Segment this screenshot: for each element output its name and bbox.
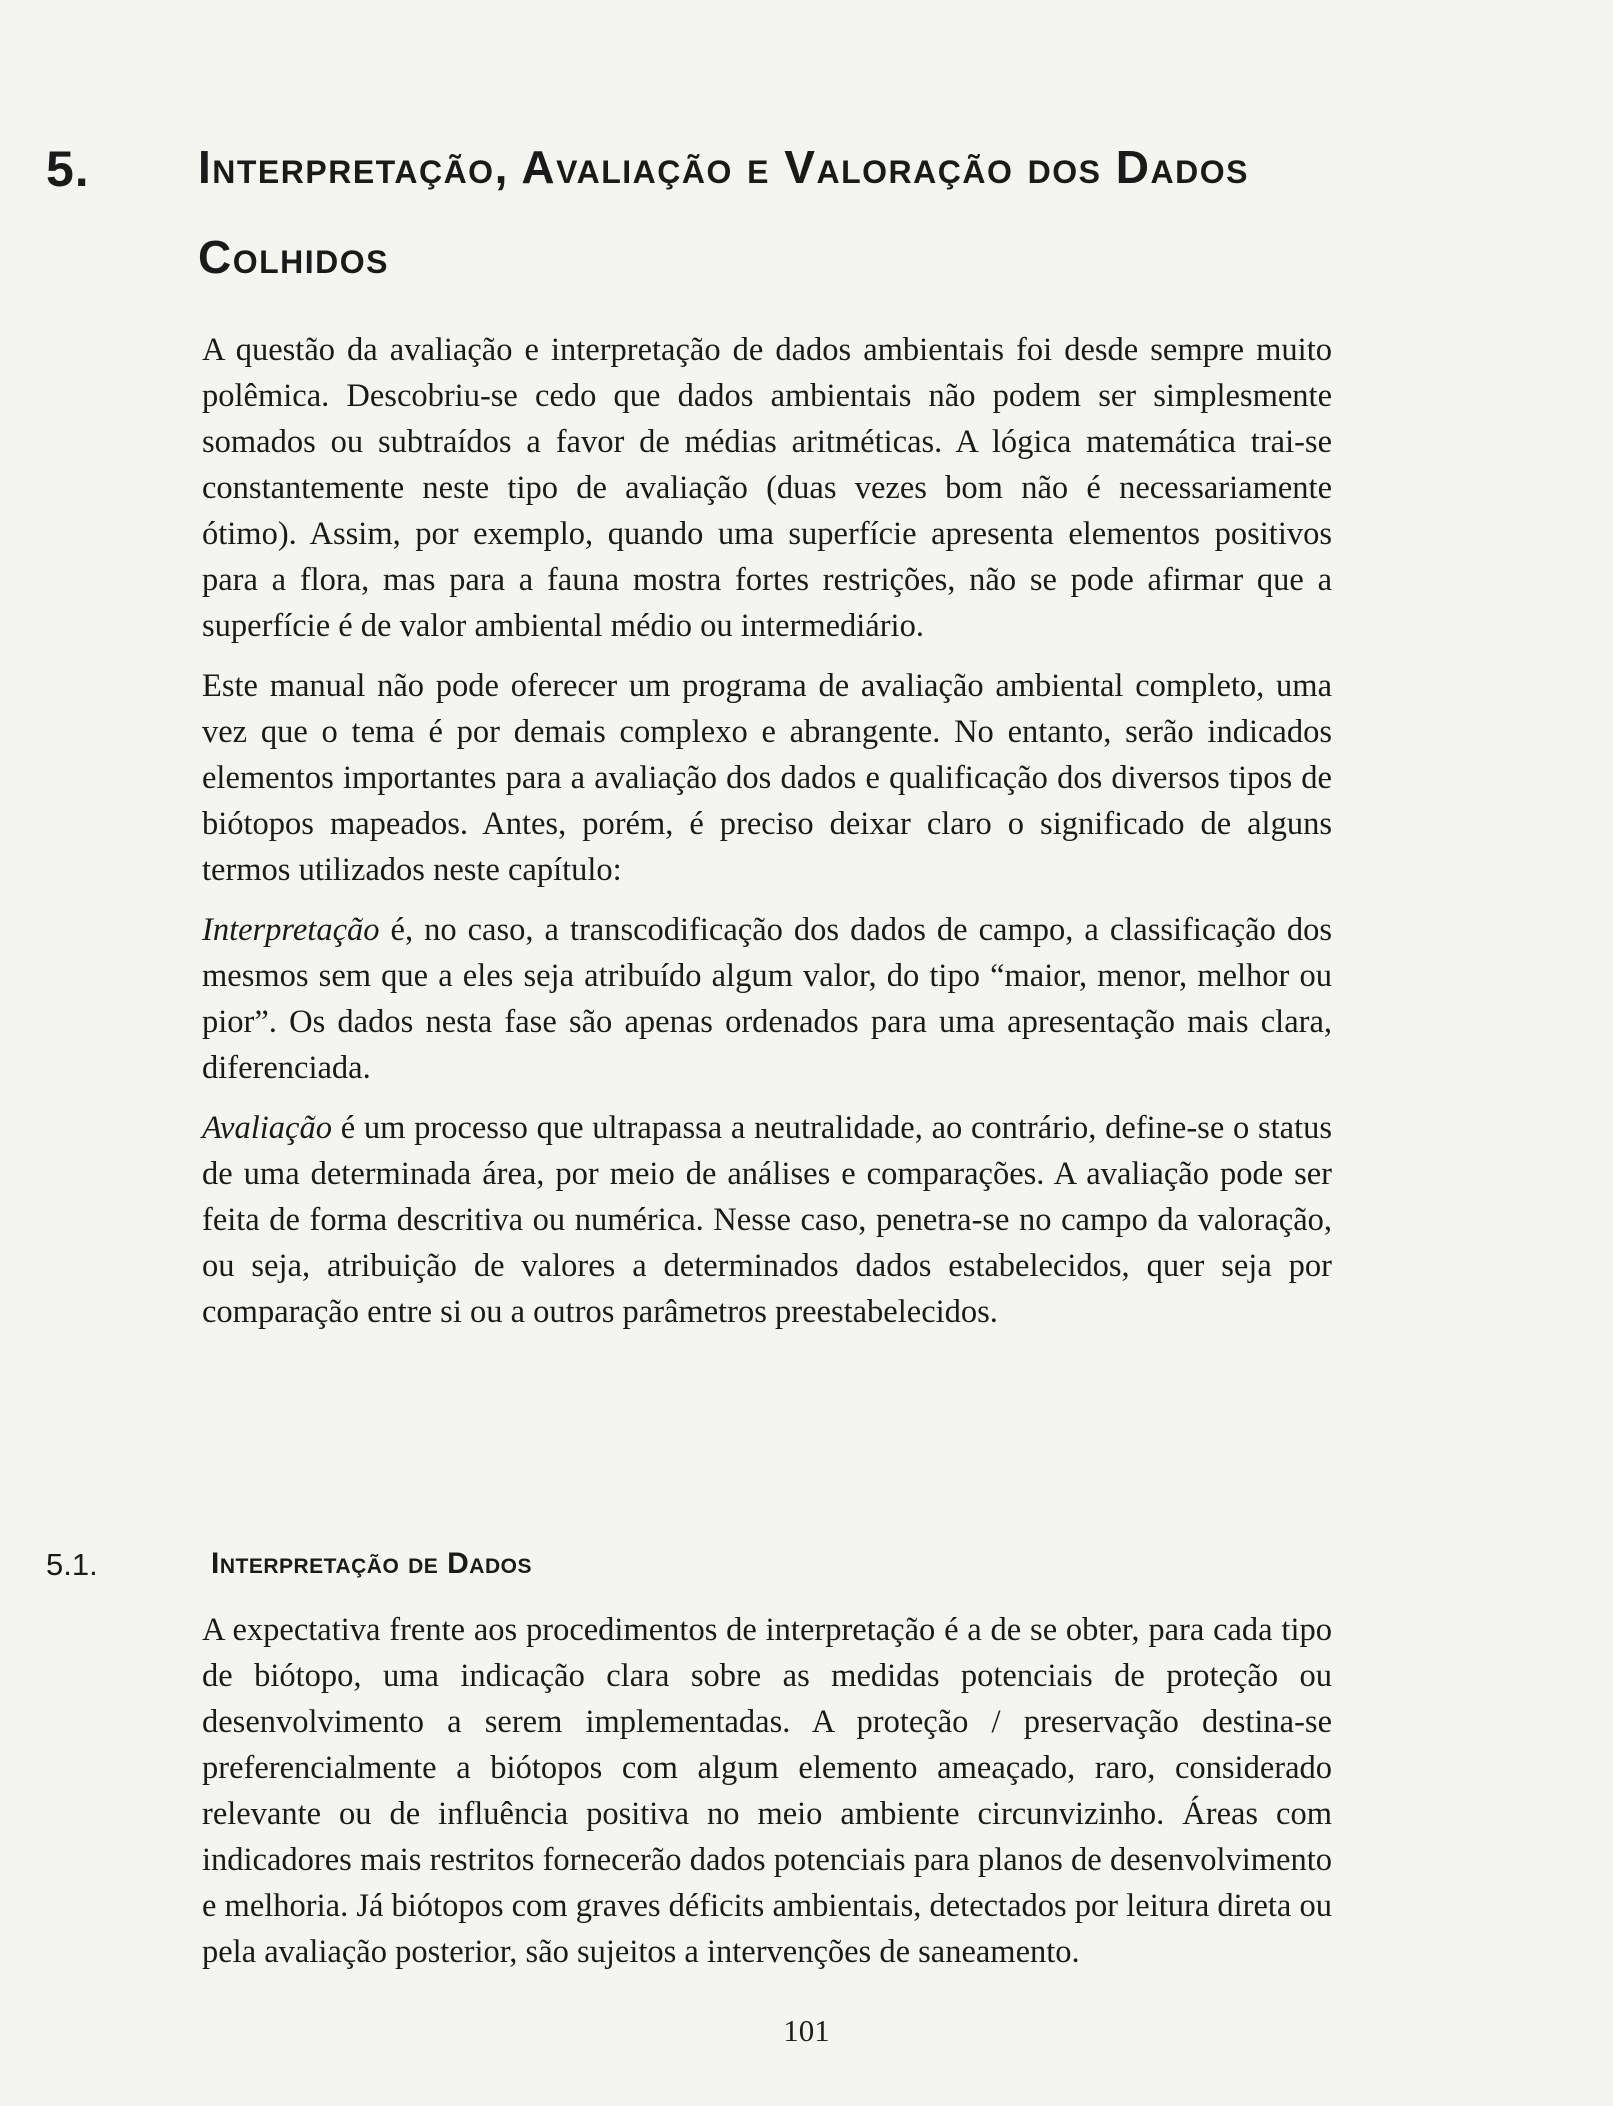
chapter-number: 5. [46,141,90,197]
section-title: Interpretação de Dados [211,1547,532,1580]
page-number: 101 [783,2013,830,2048]
section-paragraph: A expectativa frente aos procedimentos de interpretação é a de se obter, para cada tipo de biótopo, uma indicação clara sobre as medidas potenciais de proteção ou desenvolvimento a serem implementadas. A proteção / preservação destina-se preferencialmente a biótopos com algum elemento ameaçado, raro, considerado relevante ou de influência positiva no meio ambiente circunvizinho. Áreas com indicadores mais restritos fornecerão dados potenciais para planos de desenvolvimento e melhoria. Já biótopos com graves déficits ambientais, detectados por leitura direta ou pela avaliação posterior, são sujeitos a intervenções de saneamento. [202,1612,1332,1970]
definition-term: Avaliação [202,1110,332,1146]
section-number: 5.1. [46,1547,98,1582]
intro-paragraph-2: Este manual não pode oferecer um programa de avaliação ambiental completo, uma vez que o tema é por demais complexo e abrangente. No entanto, serão indicados elementos importantes para a avaliação dos dados e qualificação dos diversos tipos de biótopos mapeados. Antes, porém, é preciso deixar claro o significado de alguns termos utilizados neste capítulo: [202,668,1332,888]
intro-paragraph-1: A questão da avaliação e interpretação de dados ambientais foi desde sempre muito polêmica. Descobriu-se cedo que dados ambientais não podem ser simplesmente somados ou subtraídos a favor de médias aritméticas. A lógica matemática trai-se constantemente neste tipo de avaliação (duas vezes bom não é necessariamente ótimo). Assim, por exemplo, quando uma superfície apresenta elementos positivos para a flora, mas para a fauna mostra fortes restrições, não se pode afirmar que a superfície é de valor ambiental médio ou intermediário. [202,332,1332,644]
chapter-body [202,327,1332,1349]
definition-avaliacao [202,1105,1332,1335]
section-body [202,1607,1332,1989]
definition-text: é, no caso, a transcodificação dos dados de campo, a classificação dos mesmos sem que a eles seja atribuído algum valor, do tipo “maior, menor, melhor ou pior”. Os dados nesta fase são apenas ordenados para uma apresentação mais clara, diferenciada. [202,912,1332,1086]
chapter-title: Interpretação, Avaliação e Valoração dos Dados Colhidos [198,141,1249,283]
definition-text: é um processo que ultrapassa a neutralidade, ao contrário, define-se o status de uma determinada área, por meio de análises e comparações. A avaliação pode ser feita de forma descritiva ou numérica. Nesse caso, penetra-se no campo da valoração, ou seja, atribuição de valores a determinados dados estabelecidos, quer seja por comparação entre si ou a outros parâmetros preestabelecidos. [202,1110,1332,1330]
definition-term: Interpretação [202,912,380,948]
definition-interpretacao [202,907,1332,1091]
